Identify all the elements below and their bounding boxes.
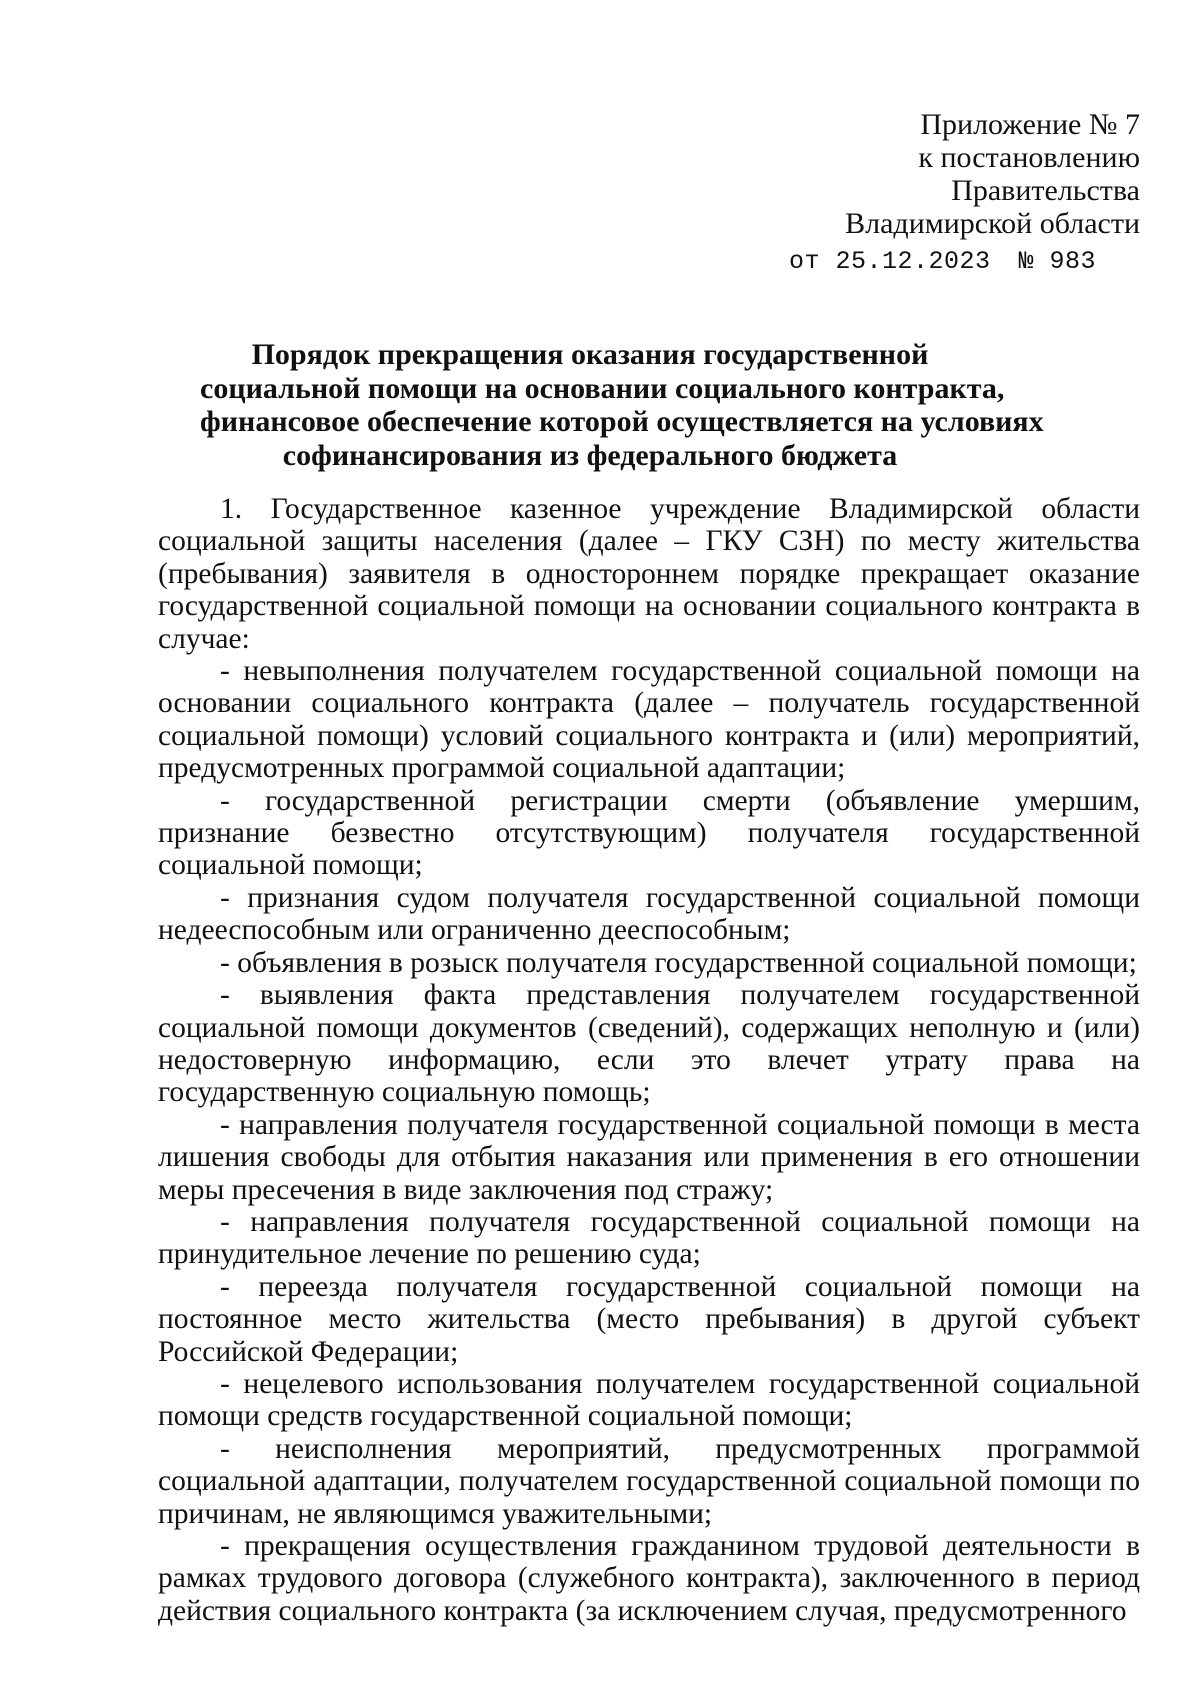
title-line: софинансирования из федерального бюджета — [282, 438, 898, 472]
stamp-number: № 983 — [1018, 247, 1096, 276]
list-item: - объявления в розыск получателя государственной социальной помощи; — [220, 946, 1137, 979]
registration-stamp — [700, 240, 1140, 278]
list-item: - нецелевого использования получателем государственной социальной помощи средств государственной социальной помощи; — [158, 1367, 1140, 1433]
appendix-line: Владимирской области — [845, 207, 1140, 240]
appendix-line: Приложение № 7 — [920, 108, 1140, 141]
document-body — [158, 493, 1140, 1627]
paragraph-1: 1. Государственное казенное учреждение Владимирской области социальной защиты населения (далее – ГКУ СЗН) по месту жительства (пребывания) заявителя в одностороннем порядке прекращает оказание государственной социальной помощи на основании социального контракта в случае: — [158, 493, 1140, 655]
title-line: финансовое обеспечение которой осуществляется на условиях — [200, 405, 1044, 438]
list-item: - неисполнения мероприятий, предусмотренных программой социальной адаптации, получателем государственной социальной помощи по причинам, не являющимся уважительными; — [158, 1432, 1140, 1530]
list-item: - государственной регистрации смерти (объявление умершим, признание безвестно отсутствующим) получателя государственной социальной помощи; — [158, 784, 1140, 882]
list-item: - направления получателя государственной социальной помощи на принудительное лечение по решению суда; — [158, 1205, 1140, 1271]
list-item: - направления получателя государственной социальной помощи в места лишения свободы для отбытия наказания или применения в его отношении меры пресечения в виде заключения под стражу; — [158, 1108, 1140, 1206]
list-item: - признания судом получателя государственной социальной помощи недееспособным или ограниченно дееспособным; — [158, 881, 1140, 947]
title-line: социальной помощи на основании социального контракта, — [200, 371, 1005, 405]
appendix-line: к постановлению — [918, 141, 1140, 174]
list-item: - переезда получателя государственной социальной помощи на постоянное место жительства (место пребывания) в другой субъект Российской Федерации; — [158, 1270, 1140, 1368]
appendix-header — [700, 108, 1140, 278]
list-item: - прекращения осуществления гражданином трудовой деятельности в рамках трудового договора (служебного контракта), заключенного в период действия социального контракта (за исключением случая, предусмотренного — [158, 1530, 1140, 1627]
list-item: - выявления факта представления получателем государственной социальной помощи документов (сведений), содержащих неполную и (или) недостоверную информацию, если это влечет утрату права на государственную социальную помощь; — [158, 979, 1140, 1109]
title-line: Порядок прекращения оказания государственной — [251, 338, 929, 371]
stamp-date: от 25.12.2023 — [788, 247, 991, 276]
list-item: - невыполнения получателем государственной социальной помощи на основании социального контракта (далее – получатель государственной социальной помощи) условий социального контракта и (или) мероприятий, предусмотренных программой социальной адаптации; — [158, 655, 1140, 785]
document-title — [200, 338, 1044, 472]
appendix-line: Правительства — [951, 174, 1140, 207]
